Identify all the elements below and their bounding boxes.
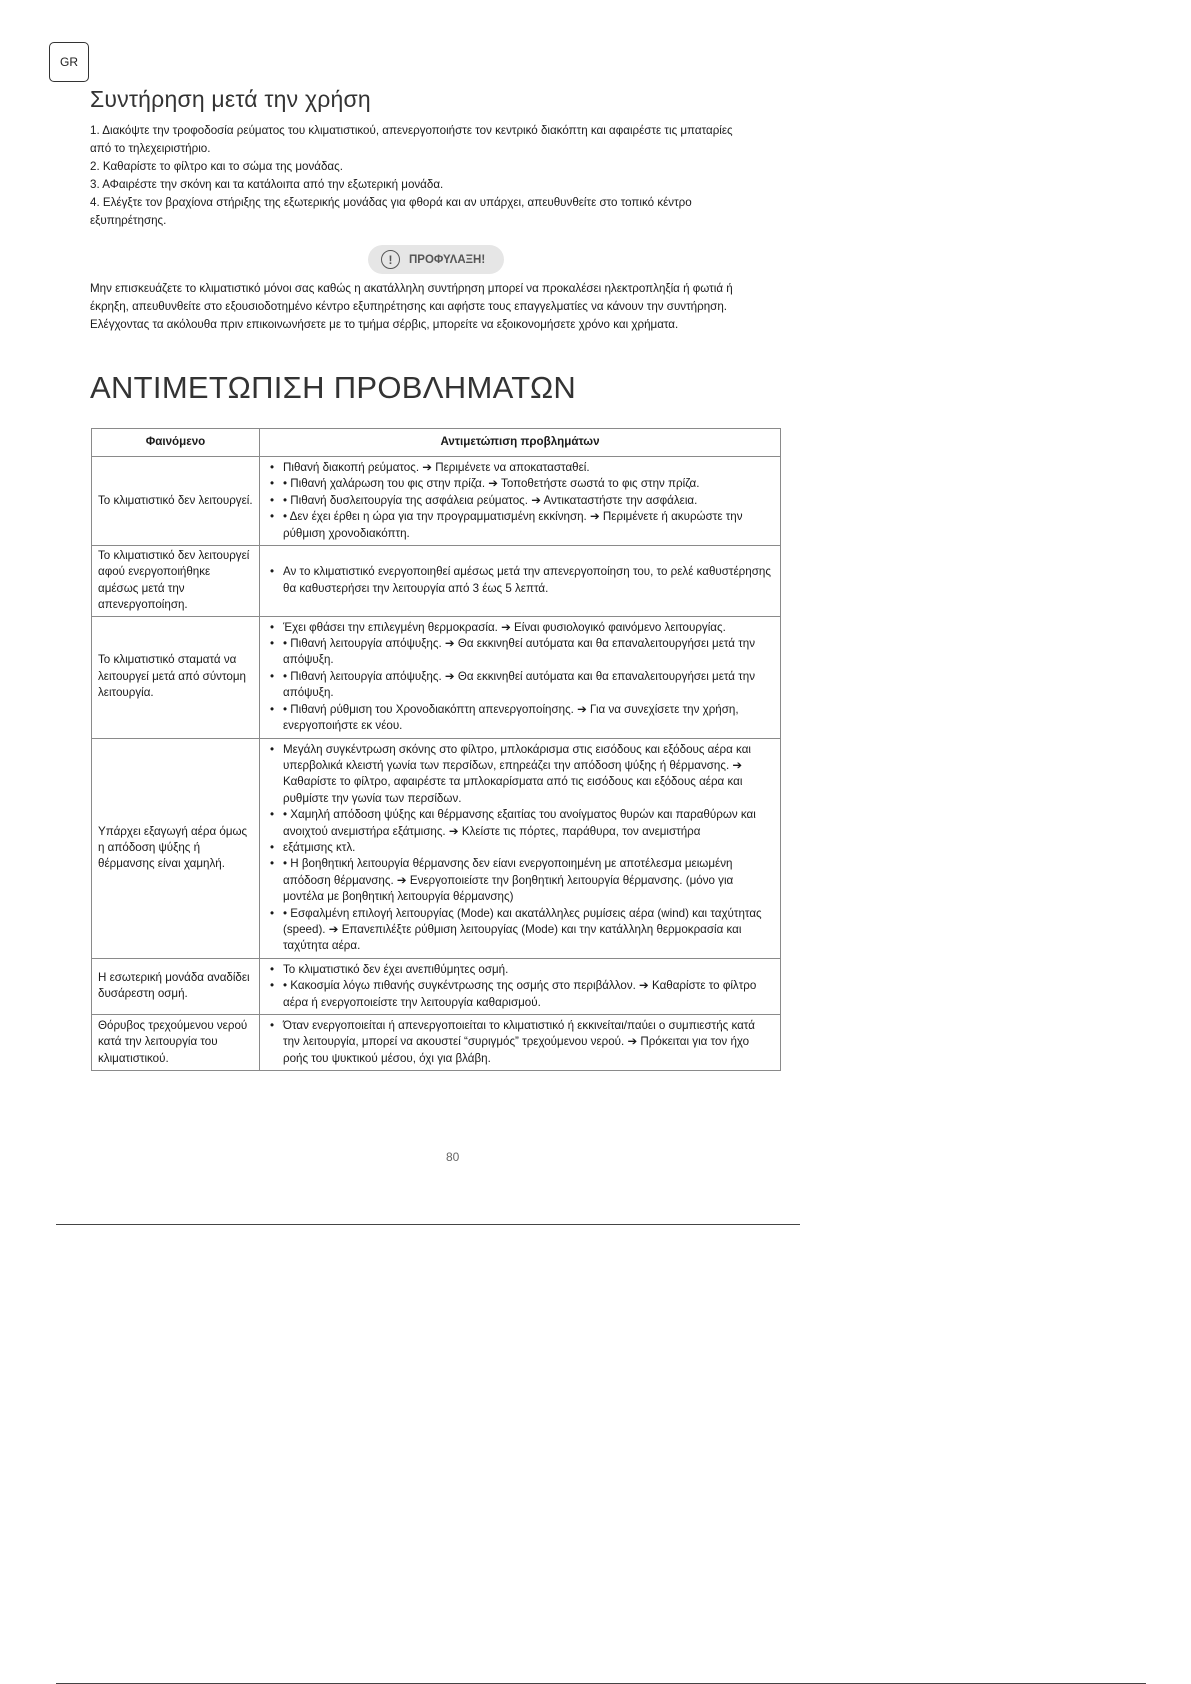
- solution-cell: [260, 958, 781, 1014]
- table-row: [92, 1015, 781, 1071]
- solution-cell: [260, 616, 781, 738]
- divider-line: [56, 1224, 800, 1225]
- solution-item: • Αν το κλιματιστικό ενεργοποιηθεί αμέσως μετά την απενεργοποίηση του, το ρελέ καθυστέρησης θα καθυστερήσει την λειτουργία από 3 έως 5 λεπτά.: [283, 564, 774, 597]
- solution-cell: [260, 546, 781, 617]
- language-badge: GR: [49, 42, 89, 82]
- solution-item: • • Χαμηλή απόδοση ψύξης και θέρμανσης εξαιτίας του ανοίγματος θυρών και παραθύρων και ανοιχτού ανεμιστήρα εξάτμισης. ➔ Κλείστε τις πόρτες, παράθυρα, τον ανεμιστήρα: [283, 807, 774, 840]
- symptom-cell: Το κλιματιστικό σταματά να λειτουργεί μετά από σύντομη λειτουργία.: [92, 616, 260, 738]
- solution-cell: [260, 457, 781, 546]
- solution-item: • • Εσφαλμένη επιλογή λειτουργίας (Mode) και ακατάλληλες ρυμίσεις αέρα (wind) και ταχύτητας (speed). ➔ Επανεπιλέξτε ρύθμιση λειτουργίας (Mode) και την κατάλληλη θερμοκρασία και ταχύτητα αέρα.: [283, 906, 774, 955]
- solution-item: • • Δεν έχει έρθει η ώρα για την προγραμματισμένη εκκίνηση. ➔ Περιμένετε ή ακυρώστε την ρύθμιση χρονοδιακόπτη.: [283, 509, 774, 542]
- column-header-symptom: Φαινόμενο: [92, 429, 260, 457]
- maintenance-steps: [90, 122, 750, 230]
- maintenance-step: 4. Ελέγξτε τον βραχίονα στήριξης της εξωτερικής μονάδας για φθορά και αν υπάρχει, απευθυνθείτε στο τοπικό κέντρο εξυπηρέτησης.: [90, 196, 692, 227]
- page-number: 80: [446, 1150, 460, 1164]
- column-header-solution: Αντιμετώπιση προβλημάτων: [260, 429, 781, 457]
- caution-badge: [368, 245, 504, 274]
- maintenance-step: 3. ΑΦαιρέστε την σκόνη και τα κατάλοιπα από την εξωτερική μονάδα.: [90, 178, 444, 191]
- solution-item: • • Πιθανή λειτουργία απόψυξης. ➔ Θα εκκινηθεί αυτόματα και θα επαναλειτουργήσει μετά την απόψυξη.: [283, 669, 774, 702]
- table-row: [92, 958, 781, 1014]
- solution-item: • Όταν ενεργοποιείται ή απενεργοποιείται το κλιματιστικό ή εκκινείται/παύει ο συμπιεστής κατά την λειτουργία, μπορεί να ακουστεί “συριγμός” τρεχούμενου νερού. ➔ Πρόκειται για τον ήχο ροής του ψυκτικού μέσου, όχι για βλάβη.: [283, 1018, 774, 1067]
- maintenance-step: 2. Καθαρίστε το φίλτρο και το σώμα της μονάδας.: [90, 160, 343, 173]
- solution-cell: [260, 1015, 781, 1071]
- solution-item: • Έχει φθάσει την επιλεγμένη θερμοκρασία. ➔ Είναι φυσιολογικό φαινόμενο λειτουργίας.: [283, 620, 774, 636]
- solution-item: • Μεγάλη συγκέντρωση σκόνης στο φίλτρο, μπλοκάρισμα στις εισόδους και εξόδους αέρα και υπερβολικά κλειστή γωνία των περσίδων, επηρεάζει την απόδοση ψύξης ή θέρμανσης. ➔ Καθαρίστε το φίλτρο, αφαιρέστε τα μπλοκαρίσματα από τις εισόδους και εξόδους αέρα και ρυθμίστε την γωνία των περσίδων.: [283, 742, 774, 808]
- maintenance-title: Συντήρηση μετά την χρήση: [90, 86, 371, 112]
- solution-item: • • Κακοσμία λόγω πιθανής συγκέντρωσης της οσμής στο περιβάλλον. ➔ Καθαρίστε το φίλτρο αέρα ή ενεργοποιείστε την λειτουργία καθαρισμού.: [283, 978, 774, 1011]
- solution-cell: [260, 738, 781, 958]
- solution-item: • • Πιθανή ρύθμιση του Χρονοδιακόπτη απενεργοποίησης. ➔ Για να συνεχίσετε την χρήση, ενεργοποιήστε εκ νέου.: [283, 702, 774, 735]
- caution-text: Μην επισκευάζετε το κλιματιστικό μόνοι σας καθώς η ακατάλληλη συντήρηση μπορεί να προκαλέσει ηλεκτροπληξία ή φωτιά ή έκρηξη, απευθυνθείτε στο εξουσιοδοτημένο κέντρο εξυπηρέτησης και αφήστε τους επαγγελματίες να κάνουν την συντήρηση. Ελέγχοντας τα ακόλουθα πριν επικοινωνήσετε με το τμήμα σέρβις, μπορείτε να εξοικονομήσετε χρόνο και χρήματα.: [90, 282, 733, 331]
- troubleshooting-heading: ΑΝΤΙΜΕΤΩΠΙΣΗ ΠΡΟΒΛΗΜΑΤΩΝ: [90, 370, 577, 405]
- maintenance-step: 1. Διακόψτε την τροφοδοσία ρεύματος του κλιματιστικού, απενεργοποιήστε τον κεντρικό διακόπτη και αφαιρέστε τις μπαταρίες από το τηλεχειριστήριο.: [90, 124, 733, 155]
- caution-label: ΠΡΟΦΥΛΑΞΗ!: [409, 253, 486, 266]
- solution-item: • • Πιθανή χαλάρωση του φις στην πρίζα. ➔ Τοποθετήστε σωστά το φις στην πρίζα.: [283, 476, 774, 492]
- symptom-cell: Το κλιματιστικό δεν λειτουργεί αφού ενεργοποιήθηκε αμέσως μετά την απενεργοποίηση.: [92, 546, 260, 617]
- symptom-cell: Υπάρχει εξαγωγή αέρα όμως η απόδοση ψύξης ή θέρμανσης είναι χαμηλή.: [92, 738, 260, 958]
- solution-item: • Πιθανή διακοπή ρεύματος. ➔ Περιμένετε να αποκατασταθεί.: [283, 460, 774, 476]
- solution-item: • • Πιθανή λειτουργία απόψυξης. ➔ Θα εκκινηθεί αυτόματα και θα επαναλειτουργήσει μετά την απόψυξη.: [283, 636, 774, 669]
- troubleshooting-table: [91, 428, 781, 1071]
- table-row: [92, 546, 781, 617]
- solution-item: • εξάτμισης κτλ.: [283, 840, 774, 856]
- symptom-cell: Θόρυβος τρεχούμενου νερού κατά την λειτουργία του κλιματιστικού.: [92, 1015, 260, 1071]
- solution-item: • • Η βοηθητική λειτουργία θέρμανσης δεν είανι ενεργοποιημένη με αποτέλεσμα μειωμένη απόδοση θέρμανσης. ➔ Ενεργοποιείστε την βοηθητική λειτουργία θέρμανσης. (μόνο για μοντέλα με βοηθητική λειτουργία θέρμανσης): [283, 856, 774, 905]
- symptom-cell: Το κλιματιστικό δεν λειτουργεί.: [92, 457, 260, 546]
- symptom-cell: Η εσωτερική μονάδα αναδίδει δυσάρεστη οσμή.: [92, 958, 260, 1014]
- solution-item: • Το κλιματιστικό δεν έχει ανεπιθύμητες οσμή.: [283, 962, 774, 978]
- solution-item: • • Πιθανή δυσλειτουργία της ασφάλεια ρεύματος. ➔ Αντικαταστήστε την ασφάλεια.: [283, 493, 774, 509]
- table-row: [92, 738, 781, 958]
- table-row: [92, 616, 781, 738]
- table-header-row: [92, 429, 781, 457]
- table-row: [92, 457, 781, 546]
- exclamation-circle-icon: !: [381, 250, 400, 269]
